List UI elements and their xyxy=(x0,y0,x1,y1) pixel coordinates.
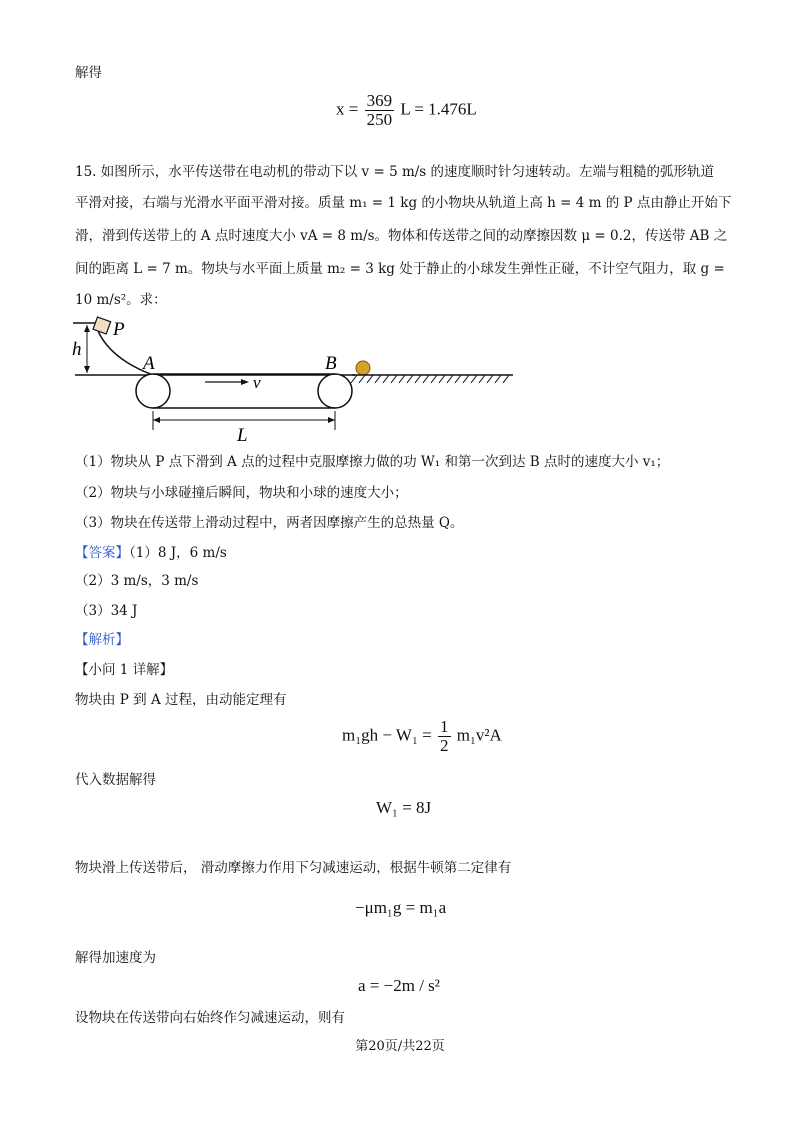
eq1-den: 250 xyxy=(366,109,393,129)
velocity-arrow-head xyxy=(241,379,249,385)
conveyor-figure xyxy=(65,315,525,450)
equation-x xyxy=(336,92,477,129)
subquestion-1-heading: 【小问 1 详解】 xyxy=(75,662,174,678)
roller-right xyxy=(318,374,352,408)
analysis-text-4: 解得加速度为 xyxy=(75,950,156,966)
analysis-tag: 【解析】 xyxy=(75,632,129,648)
answer-2: （2）3 m/s，3 m/s xyxy=(75,573,199,589)
eq2-num: 1 xyxy=(440,717,449,736)
eq2-den: 2 xyxy=(440,735,449,755)
q15-line2: 平滑对接，右端与光滑水平面平滑对接。质量 m₁ = 1 kg 的小物块从轨道上高 h = 4 m 的 P 点由静止开始下 xyxy=(75,195,732,211)
roller-left xyxy=(136,374,170,408)
equation-newton: −μm₁g = m₁a xyxy=(355,898,447,917)
eq1-num: 369 xyxy=(366,91,393,110)
label-p: P xyxy=(113,319,125,340)
answer-3: （3）34 J xyxy=(75,603,138,619)
label-b: B xyxy=(325,353,337,374)
question-3: （3）物块在传送带上滑动过程中，两者因摩擦产生的总热量 Q。 xyxy=(75,515,464,531)
l-arrow-right xyxy=(328,417,335,423)
eq1-fraction xyxy=(365,92,395,129)
q15-line4: 间的距离 L = 7 m。物块与水平面上质量 m₂ = 3 kg 处于静止的小球发生弹性正碰，不计空气阻力，取 g = xyxy=(75,261,725,277)
eq2-lhs: m₁gh − W₁ = xyxy=(342,725,432,745)
equation-energy xyxy=(342,718,502,755)
label-a: A xyxy=(143,353,155,374)
label-l: L xyxy=(237,425,248,446)
equation-w1: W₁ = 8J xyxy=(376,798,432,817)
ground-hatching xyxy=(351,375,509,383)
question-2: （2）物块与小球碰撞后瞬间，物块和小球的速度大小； xyxy=(75,485,408,501)
q15-line3: 滑，滑到传送带上的 A 点时速度大小 vA = 8 m/s。物体和传送带之间的动摩擦因数 μ = 0.2，传送带 AB 之 xyxy=(75,228,728,244)
q15-line1: 15. 如图所示，水平传送带在电动机的带动下以 v = 5 m/s 的速度顺时针匀速转动。左端与粗糙的弧形轨道 xyxy=(75,164,715,180)
answer-line-1 xyxy=(75,538,227,568)
analysis-text-1: 物块由 P 到 A 过程，由动能定理有 xyxy=(75,692,287,708)
eq1-rhs: L = 1.476L xyxy=(400,99,477,119)
question-1: （1）物块从 P 点下滑到 A 点的过程中克服摩擦力做的功 W₁ 和第一次到达 B 点时的速度大小 v₁； xyxy=(75,454,670,470)
answer-1: （1）8 J，6 m/s xyxy=(129,545,227,561)
eq1-lhs: x = xyxy=(336,99,359,119)
equation-acceleration: a = −2m / s² xyxy=(358,976,440,995)
ball xyxy=(356,361,370,375)
h-arrow-top xyxy=(84,325,90,332)
h-arrow-bottom xyxy=(84,366,90,373)
analysis-text-3: 物块滑上传送带后， 滑动摩擦力作用下匀减速运动，根据牛顿第二定律有 xyxy=(75,860,512,876)
text-jiede: 解得 xyxy=(75,65,102,81)
page-footer: 第20页/共22页 xyxy=(355,1039,445,1054)
block-p xyxy=(93,317,111,334)
analysis-text-5: 设物块在传送带向右始终作匀减速运动，则有 xyxy=(75,1010,345,1026)
l-arrow-left xyxy=(153,417,160,423)
q15-line5: 10 m/s²。求： xyxy=(75,292,167,308)
answer-tag: 【答案】 xyxy=(75,545,129,561)
eq2-fraction xyxy=(438,718,451,755)
eq2-rhs: m₁v²A xyxy=(456,725,502,745)
label-h: h xyxy=(72,339,82,360)
analysis-text-2: 代入数据解得 xyxy=(75,772,156,788)
label-v: v xyxy=(253,373,261,392)
